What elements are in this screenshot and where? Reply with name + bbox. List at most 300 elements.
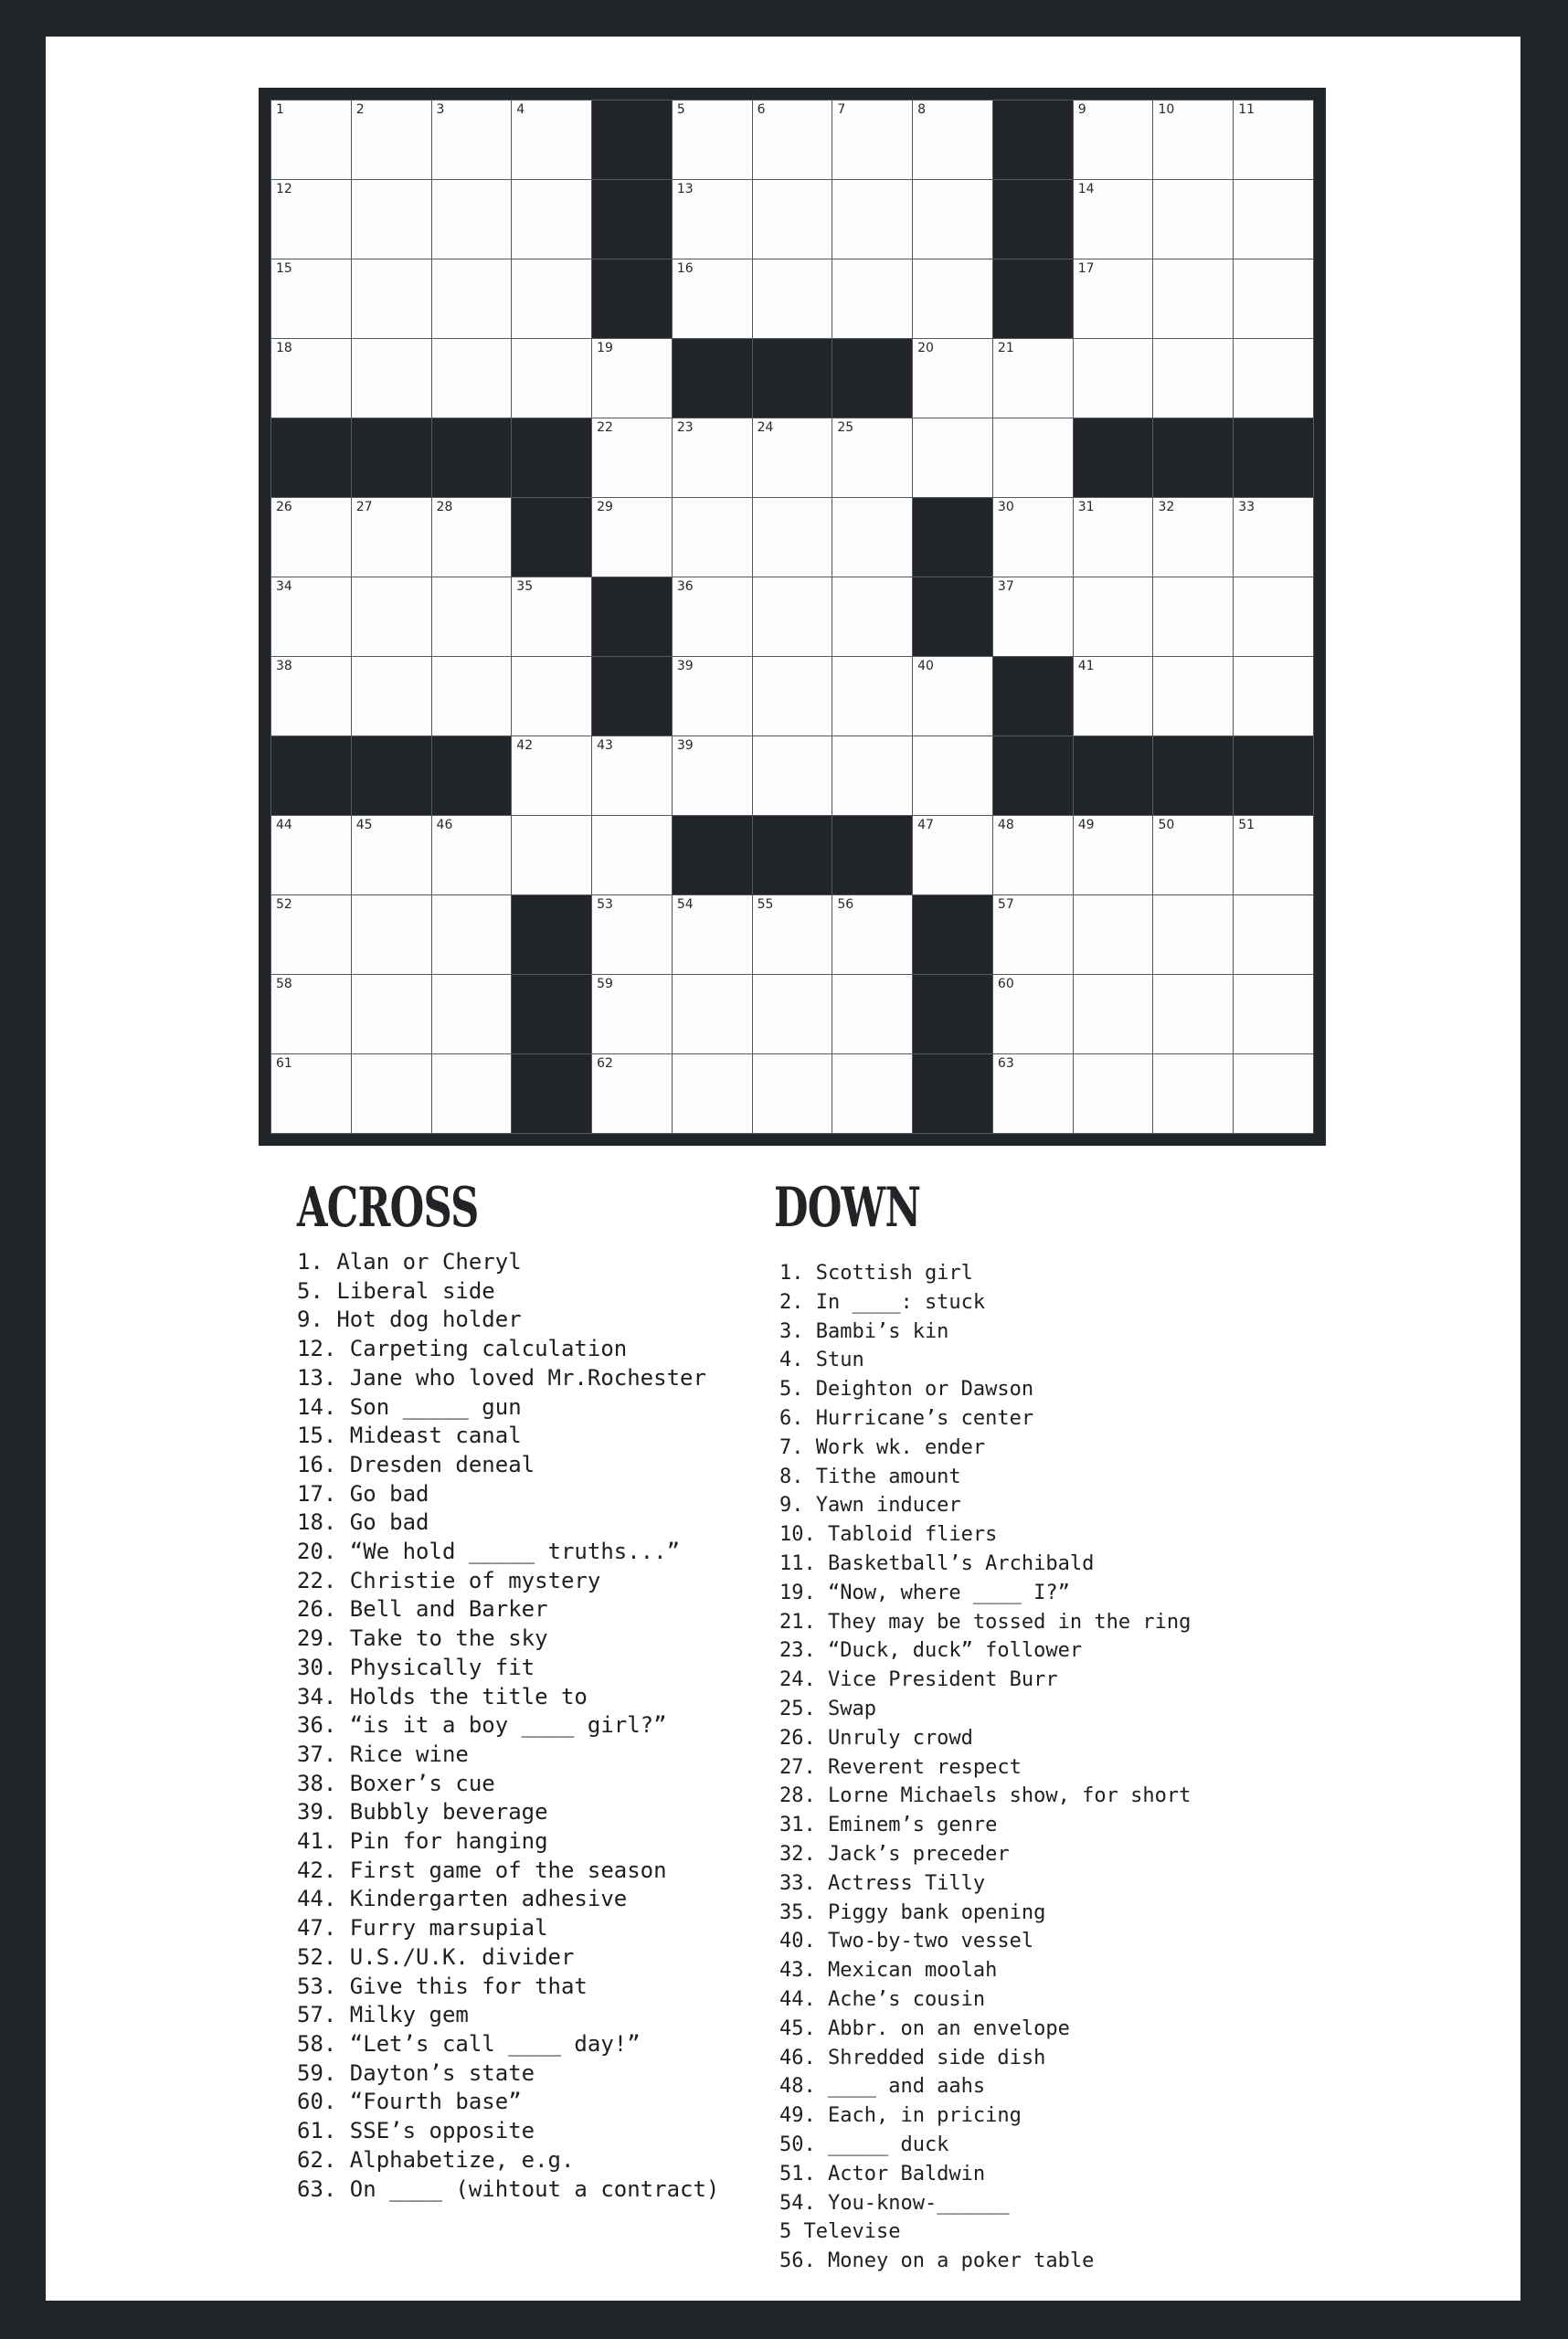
clue-line: 22. Christie of mystery (297, 1567, 601, 1593)
grid-cell[interactable] (271, 498, 351, 577)
clue-line: 8. Tithe amount (779, 1465, 961, 1488)
black-square (832, 816, 912, 894)
clue-line: 44. Ache’s cousin (779, 1987, 986, 2011)
black-square (512, 1054, 591, 1133)
clue-line: 41. Pin for hanging (297, 1828, 548, 1855)
grid-cell[interactable] (1074, 1054, 1153, 1133)
grid-cell[interactable] (753, 975, 832, 1053)
cell-number: 14 (1077, 182, 1095, 196)
grid-cell[interactable] (432, 1054, 512, 1133)
black-square (993, 736, 1073, 815)
grid-cell[interactable] (1153, 895, 1233, 974)
clue-line: 42. First game of the season (297, 1857, 667, 1883)
cell-number: 37 (997, 579, 1014, 594)
grid-cell[interactable] (1074, 895, 1153, 974)
clue-line: 62. Alphabetize, e.g. (297, 2146, 575, 2173)
black-square (993, 101, 1073, 179)
black-square (1234, 736, 1313, 815)
grid-cell[interactable] (432, 498, 512, 577)
black-square (1234, 418, 1313, 497)
black-square (432, 418, 512, 497)
grid-cell[interactable] (1153, 180, 1233, 259)
cell-number: 15 (276, 261, 292, 276)
black-square (1153, 418, 1233, 497)
grid-cell[interactable] (913, 259, 992, 338)
clue-line: 14. Son _____ gun (297, 1393, 522, 1420)
grid-cell[interactable] (432, 657, 512, 736)
grid-cell[interactable] (352, 101, 431, 179)
clue-line: 44. Kindergarten adhesive (297, 1886, 628, 1912)
clue-line: 54. You-know-______ (779, 2191, 1010, 2215)
cell-number: 22 (597, 420, 613, 435)
clue-line: 9. Hot dog holder (297, 1307, 522, 1333)
grid-cell[interactable] (432, 339, 512, 418)
clue-line: 10. Tabloid fliers (779, 1523, 998, 1547)
black-square (673, 339, 752, 418)
clue-line: 59. Dayton’s state (297, 2059, 535, 2086)
grid-cell[interactable] (1234, 180, 1313, 259)
grid-cell[interactable] (592, 339, 672, 418)
black-square (512, 895, 591, 974)
black-square (432, 736, 512, 815)
grid-cell[interactable] (1234, 657, 1313, 736)
grid-cell[interactable] (832, 180, 912, 259)
grid-cell[interactable] (673, 657, 752, 736)
grid-cell[interactable] (352, 657, 431, 736)
grid-cell[interactable] (753, 736, 832, 815)
down-clue-list (779, 1259, 1191, 2276)
black-square (913, 975, 992, 1053)
grid-cell[interactable] (913, 816, 992, 894)
grid-cell[interactable] (1234, 101, 1313, 179)
grid-cell[interactable] (592, 895, 672, 974)
grid-cell[interactable] (1234, 1054, 1313, 1133)
black-square (592, 657, 672, 736)
black-square (592, 180, 672, 259)
black-square (1074, 418, 1153, 497)
grid-cell[interactable] (1153, 816, 1233, 894)
cell-number: 59 (597, 977, 613, 991)
cell-number: 58 (276, 977, 292, 991)
clue-line: 52. U.S./U.K. divider (297, 1943, 575, 1970)
clue-line: 12. Carpeting calculation (297, 1336, 628, 1362)
black-square (352, 736, 431, 815)
clue-line: 18. Go bad (297, 1509, 429, 1536)
black-square (753, 816, 832, 894)
grid-cell[interactable] (1074, 816, 1153, 894)
cell-number: 54 (676, 897, 694, 912)
grid-cell[interactable] (512, 816, 591, 894)
grid-cell[interactable] (1074, 498, 1153, 577)
cell-number: 43 (597, 738, 613, 753)
grid-cell[interactable] (673, 498, 752, 577)
grid-cell[interactable] (832, 657, 912, 736)
grid-cell[interactable] (432, 816, 512, 894)
cell-number: 61 (276, 1056, 292, 1071)
cell-number: 49 (1077, 818, 1095, 832)
cell-number: 18 (276, 341, 292, 355)
clue-line: 26. Unruly crowd (779, 1726, 973, 1750)
grid-cell[interactable] (271, 657, 351, 736)
grid-cell[interactable] (673, 180, 752, 259)
clue-line: 60. “Fourth base” (297, 2089, 522, 2115)
grid-cell[interactable] (753, 577, 832, 656)
clue-line: 23. “Duck, duck” follower (779, 1639, 1083, 1663)
clue-line: 58. “Let’s call ____ day!” (297, 2030, 641, 2057)
grid-cell[interactable] (1234, 577, 1313, 656)
grid-cell[interactable] (913, 657, 992, 736)
grid-cell[interactable] (432, 101, 512, 179)
black-square (913, 577, 992, 656)
black-square (913, 1054, 992, 1133)
clue-line: 63. On ____ (wihtout a contract) (297, 2175, 720, 2202)
black-square (673, 816, 752, 894)
grid-cell[interactable] (271, 895, 351, 974)
grid-cell[interactable] (993, 975, 1073, 1053)
grid-cell[interactable] (913, 101, 992, 179)
clue-line: 50. _____ duck (779, 2133, 949, 2156)
cell-number: 44 (276, 818, 292, 832)
grid-cell[interactable] (1153, 101, 1233, 179)
clue-line: 4. Stun (779, 1349, 864, 1372)
cell-number: 19 (597, 341, 613, 355)
cell-number: 53 (597, 897, 613, 912)
cell-number: 60 (997, 977, 1014, 991)
clue-line: 9. Yawn inducer (779, 1494, 961, 1518)
grid-cell[interactable] (512, 180, 591, 259)
black-square (512, 498, 591, 577)
clue-line: 27. Reverent respect (779, 1755, 1022, 1779)
grid-cell[interactable] (592, 975, 672, 1053)
grid-cell[interactable] (1234, 975, 1313, 1053)
clue-line: 21. They may be tossed in the ring (779, 1610, 1192, 1634)
clue-line: 19. “Now, where ____ I?” (779, 1581, 1070, 1604)
cell-number: 55 (757, 897, 774, 912)
grid-cell[interactable] (512, 339, 591, 418)
grid-cell[interactable] (832, 101, 912, 179)
grid-cell[interactable] (993, 816, 1073, 894)
clue-line: 1. Alan or Cheryl (297, 1249, 522, 1275)
clue-line: 16. Dresden deneal (297, 1451, 535, 1477)
grid-cell[interactable] (512, 259, 591, 338)
cell-number: 1 (276, 102, 284, 117)
clue-line: 53. Give this for that (297, 1973, 588, 1999)
cell-number: 3 (436, 102, 445, 117)
clue-line: 39. Bubbly beverage (297, 1799, 548, 1826)
clue-line: 30. Physically fit (297, 1654, 535, 1680)
clue-line: 34. Holds the title to (297, 1683, 588, 1709)
grid-cell[interactable] (1074, 577, 1153, 656)
cell-number: 5 (676, 102, 685, 117)
cell-number: 48 (997, 818, 1014, 832)
grid-cell[interactable] (913, 180, 992, 259)
grid-cell[interactable] (352, 577, 431, 656)
clue-line: 15. Mideast canal (297, 1423, 522, 1449)
black-square (913, 895, 992, 974)
grid-cell[interactable] (753, 259, 832, 338)
grid-cell[interactable] (352, 339, 431, 418)
clue-line: 33. Actress Tilly (779, 1871, 986, 1895)
clue-line: 35. Piggy bank opening (779, 1900, 1046, 1924)
grid-cell[interactable] (271, 180, 351, 259)
black-square (592, 259, 672, 338)
grid-cell[interactable] (673, 101, 752, 179)
grid-cell[interactable] (673, 259, 752, 338)
black-square (1153, 736, 1233, 815)
grid-cell[interactable] (993, 339, 1073, 418)
grid-cell[interactable] (753, 657, 832, 736)
grid-cell[interactable] (592, 418, 672, 497)
cell-number: 9 (1077, 102, 1086, 117)
grid-cell[interactable] (1234, 498, 1313, 577)
grid-cell[interactable] (352, 895, 431, 974)
grid-cell[interactable] (432, 577, 512, 656)
grid-cell[interactable] (1153, 577, 1233, 656)
grid-cell[interactable] (352, 180, 431, 259)
black-square (913, 498, 992, 577)
cell-number: 10 (1158, 102, 1175, 117)
grid-cell[interactable] (673, 975, 752, 1053)
cell-number: 29 (597, 500, 613, 514)
grid-cell[interactable] (832, 1054, 912, 1133)
cell-number: 26 (276, 500, 292, 514)
cell-number: 39 (676, 659, 694, 673)
grid-cell[interactable] (913, 339, 992, 418)
clue-line: 38. Boxer’s cue (297, 1770, 495, 1796)
grid-cell[interactable] (592, 498, 672, 577)
cell-number: 21 (997, 341, 1014, 355)
grid-cell[interactable] (753, 101, 832, 179)
black-square (993, 657, 1073, 736)
grid-cell[interactable] (1153, 975, 1233, 1053)
grid-cell[interactable] (432, 180, 512, 259)
clue-line: 25. Swap (779, 1697, 876, 1720)
grid-cell[interactable] (432, 895, 512, 974)
clue-line: 11. Basketball’s Archibald (779, 1551, 1095, 1575)
grid-cell[interactable] (592, 816, 672, 894)
grid-cell[interactable] (1153, 498, 1233, 577)
grid-cell[interactable] (352, 1054, 431, 1133)
cell-number: 17 (1077, 261, 1095, 276)
cell-number: 42 (516, 738, 534, 753)
black-square (1074, 736, 1153, 815)
grid-cell[interactable] (271, 259, 351, 338)
clue-line: 46. Shredded side dish (779, 2046, 1046, 2069)
grid-cell[interactable] (271, 1054, 351, 1133)
cell-number: 56 (837, 897, 854, 912)
grid-cell[interactable] (673, 736, 752, 815)
cell-number: 39 (676, 738, 694, 753)
clue-line: 57. Milky gem (297, 2002, 469, 2028)
cell-number: 2 (355, 102, 365, 117)
grid-cell[interactable] (1234, 895, 1313, 974)
cell-number: 40 (917, 659, 934, 673)
grid-cell[interactable] (753, 180, 832, 259)
black-square (352, 418, 431, 497)
cell-number: 13 (676, 182, 694, 196)
clue-line: 5. Deighton or Dawson (779, 1378, 1034, 1402)
grid-cell[interactable] (271, 816, 351, 894)
cell-number: 12 (276, 182, 292, 196)
black-square (592, 101, 672, 179)
grid-cell[interactable] (913, 418, 992, 497)
clue-line: 49. Each, in pricing (779, 2104, 1022, 2128)
grid-cell[interactable] (592, 736, 672, 815)
grid-cell[interactable] (832, 418, 912, 497)
grid-cell[interactable] (673, 1054, 752, 1133)
clue-line: 48. ____ and aahs (779, 2075, 986, 2099)
cell-number: 4 (516, 102, 525, 117)
clue-line: 61. SSE’s opposite (297, 2118, 535, 2144)
grid-cell[interactable] (271, 975, 351, 1053)
black-square (592, 577, 672, 656)
grid-cell[interactable] (753, 498, 832, 577)
grid-cell[interactable] (432, 259, 512, 338)
clue-line: 40. Two-by-two vessel (779, 1930, 1034, 1953)
crossword-grid-border (259, 88, 1326, 1146)
clue-line: 36. “is it a boy ____ girl?” (297, 1712, 667, 1739)
cell-number: 47 (917, 818, 934, 832)
crossword-grid (270, 100, 1314, 1134)
grid-cell[interactable] (432, 975, 512, 1053)
cell-number: 38 (276, 659, 292, 673)
clue-line: 20. “We hold _____ truths...” (297, 1539, 681, 1565)
grid-cell[interactable] (832, 895, 912, 974)
cell-number: 11 (1238, 102, 1255, 117)
cell-number: 35 (516, 579, 534, 594)
black-square (512, 975, 591, 1053)
clue-line: 7. Work wk. ender (779, 1435, 986, 1459)
grid-cell[interactable] (512, 101, 591, 179)
clue-line: 24. Vice President Burr (779, 1668, 1058, 1692)
across-clue-list (297, 1248, 719, 2204)
clue-line: 26. Bell and Barker (297, 1596, 548, 1623)
grid-cell[interactable] (753, 418, 832, 497)
grid-cell[interactable] (1153, 259, 1233, 338)
cell-number: 57 (997, 897, 1014, 912)
black-square (753, 339, 832, 418)
across-heading: ACROSS (297, 1176, 479, 1240)
grid-cell[interactable] (993, 895, 1073, 974)
clue-line: 37. Rice wine (297, 1741, 469, 1767)
grid-cell[interactable] (1074, 259, 1153, 338)
clue-line: 43. Mexican moolah (779, 1959, 998, 1983)
clue-line: 51. Actor Baldwin (779, 2162, 986, 2186)
grid-cell[interactable] (1074, 975, 1153, 1053)
grid-cell[interactable] (832, 975, 912, 1053)
grid-cell[interactable] (1074, 339, 1153, 418)
grid-cell[interactable] (1234, 259, 1313, 338)
cell-number: 36 (676, 579, 694, 594)
black-square (832, 339, 912, 418)
grid-cell[interactable] (352, 498, 431, 577)
clue-line: 47. Furry marsupial (297, 1915, 548, 1942)
grid-cell[interactable] (1153, 1054, 1233, 1133)
grid-cell[interactable] (993, 577, 1073, 656)
cell-number: 62 (597, 1056, 613, 1071)
grid-cell[interactable] (753, 1054, 832, 1133)
grid-cell[interactable] (352, 259, 431, 338)
cell-number: 28 (436, 500, 453, 514)
clue-line: 17. Go bad (297, 1480, 429, 1507)
grid-cell[interactable] (832, 498, 912, 577)
grid-cell[interactable] (673, 895, 752, 974)
grid-cell[interactable] (512, 736, 591, 815)
clue-line: 28. Lorne Michaels show, for short (779, 1784, 1192, 1808)
grid-cell[interactable] (993, 498, 1073, 577)
cell-number: 20 (917, 341, 934, 355)
down-heading: DOWN (774, 1176, 921, 1240)
cell-number: 33 (1238, 500, 1255, 514)
grid-cell[interactable] (352, 816, 431, 894)
cell-number: 41 (1077, 659, 1095, 673)
black-square (993, 180, 1073, 259)
cell-number: 27 (355, 500, 373, 514)
grid-cell[interactable] (271, 577, 351, 656)
cell-number: 25 (837, 420, 854, 435)
black-square (993, 259, 1073, 338)
cell-number: 32 (1158, 500, 1175, 514)
cell-number: 7 (837, 102, 846, 117)
cell-number: 31 (1077, 500, 1095, 514)
grid-cell[interactable] (592, 1054, 672, 1133)
clue-line: 5. Liberal side (297, 1277, 495, 1304)
cell-number: 24 (757, 420, 774, 435)
grid-cell[interactable] (673, 418, 752, 497)
cell-number: 16 (676, 261, 694, 276)
grid-cell[interactable] (512, 657, 591, 736)
clue-line: 29. Take to the sky (297, 1625, 548, 1652)
grid-cell[interactable] (271, 339, 351, 418)
cell-number: 6 (757, 102, 766, 117)
grid-cell[interactable] (1234, 339, 1313, 418)
grid-cell[interactable] (1153, 339, 1233, 418)
grid-cell[interactable] (753, 895, 832, 974)
grid-cell[interactable] (993, 1054, 1073, 1133)
clue-line: 13. Jane who loved Mr.Rochester (297, 1364, 706, 1391)
grid-cell[interactable] (1234, 816, 1313, 894)
grid-cell[interactable] (993, 418, 1073, 497)
grid-cell[interactable] (1153, 657, 1233, 736)
grid-cell[interactable] (512, 577, 591, 656)
cell-number: 50 (1158, 818, 1175, 832)
clue-line: 6. Hurricane’s center (779, 1406, 1034, 1430)
clue-line: 1. Scottish girl (779, 1262, 973, 1285)
grid-cell[interactable] (1074, 657, 1153, 736)
black-square (271, 418, 351, 497)
grid-cell[interactable] (1074, 101, 1153, 179)
grid-cell[interactable] (832, 577, 912, 656)
grid-cell[interactable] (913, 736, 992, 815)
grid-cell[interactable] (1074, 180, 1153, 259)
grid-cell[interactable] (673, 577, 752, 656)
grid-cell[interactable] (352, 975, 431, 1053)
grid-cell[interactable] (832, 259, 912, 338)
cell-number: 34 (276, 579, 292, 594)
clue-line: 31. Eminem’s genre (779, 1814, 998, 1837)
grid-cell[interactable] (832, 736, 912, 815)
black-square (512, 418, 591, 497)
cell-number: 8 (917, 102, 927, 117)
black-square (271, 736, 351, 815)
clue-line: 2. In ____: stuck (779, 1290, 986, 1314)
cell-number: 23 (676, 420, 694, 435)
clue-line: 56. Money on a poker table (779, 2249, 1095, 2273)
cell-number: 52 (276, 897, 292, 912)
cell-number: 45 (355, 818, 373, 832)
clue-line: 3. Bambi’s kin (779, 1319, 949, 1343)
grid-cell[interactable] (271, 101, 351, 179)
